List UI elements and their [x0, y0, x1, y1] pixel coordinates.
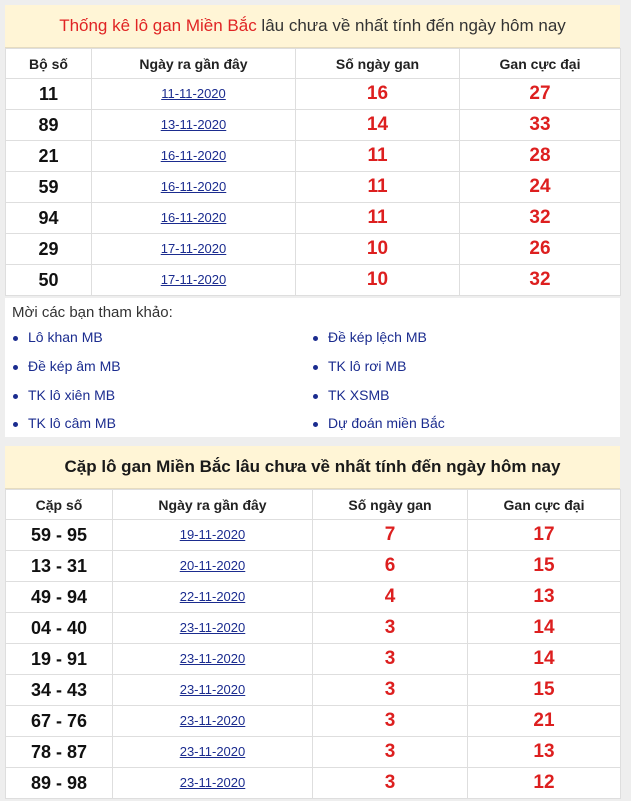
- link-du-doan-mien-bac[interactable]: Dự đoán miền Bắc: [328, 415, 445, 431]
- table-row: [6, 234, 621, 265]
- days-gan-cell: 11: [296, 203, 460, 234]
- table-header-row: [6, 49, 621, 79]
- list-item[interactable]: [13, 329, 103, 345]
- date-cell: [113, 768, 313, 799]
- table-row: [6, 613, 621, 644]
- days-gan-cell: 6: [313, 551, 468, 582]
- lo-gan-table-card: [5, 5, 620, 296]
- table-row: [6, 203, 621, 234]
- header-ngay-ra: Ngày ra gần đây: [113, 490, 313, 520]
- days-gan-cell: 10: [296, 234, 460, 265]
- table-row: [6, 265, 621, 296]
- max-gan-cell: 17: [468, 520, 621, 551]
- number-cell: 89: [6, 110, 92, 141]
- reference-links-panel: [5, 298, 620, 437]
- link-tk-lo-cam-mb[interactable]: TK lô câm MB: [28, 415, 116, 431]
- max-gan-cell: 12: [468, 768, 621, 799]
- number-cell: 34 - 43: [6, 675, 113, 706]
- date-cell: [113, 582, 313, 613]
- title-highlight: Thống kê lô gan Miền Bắc: [59, 16, 257, 35]
- days-gan-cell: 3: [313, 737, 468, 768]
- max-gan-cell: 28: [460, 141, 621, 172]
- max-gan-cell: 27: [460, 79, 621, 110]
- table-row: [6, 79, 621, 110]
- number-cell: 19 - 91: [6, 644, 113, 675]
- number-cell: 29: [6, 234, 92, 265]
- date-link[interactable]: 23-11-2020: [179, 775, 246, 790]
- table-row: [6, 551, 621, 582]
- max-gan-cell: 32: [460, 265, 621, 296]
- number-cell: 67 - 76: [6, 706, 113, 737]
- date-link[interactable]: 11-11-2020: [161, 86, 226, 101]
- list-item[interactable]: [13, 387, 115, 403]
- link-tk-xsmb[interactable]: TK XSMB: [328, 387, 390, 403]
- date-cell: [92, 203, 296, 234]
- header-so-ngay-gan: Số ngày gan: [296, 49, 460, 79]
- date-cell: [113, 675, 313, 706]
- bullet-icon: [13, 365, 18, 370]
- date-link[interactable]: 23-11-2020: [179, 620, 246, 635]
- header-gan-cuc-dai: Gan cực đại: [468, 490, 621, 520]
- date-cell: [92, 172, 296, 203]
- table-row: [6, 520, 621, 551]
- number-cell: 11: [6, 79, 92, 110]
- date-link[interactable]: 23-11-2020: [179, 651, 246, 666]
- lo-gan-table-body: [6, 79, 621, 296]
- link-tk-lo-roi-mb[interactable]: TK lô rơi MB: [328, 358, 407, 374]
- date-cell: [113, 737, 313, 768]
- date-link[interactable]: 17-11-2020: [160, 272, 227, 287]
- header-ngay-ra: Ngày ra gần đây: [92, 49, 296, 79]
- days-gan-cell: 3: [313, 644, 468, 675]
- date-cell: [113, 520, 313, 551]
- date-link[interactable]: 20-11-2020: [179, 558, 246, 573]
- date-cell: [92, 141, 296, 172]
- link-de-kep-am-mb[interactable]: Đề kép âm MB: [28, 358, 121, 374]
- bullet-icon: [313, 394, 318, 399]
- cap-lo-gan-table-card: [5, 446, 620, 799]
- header-gan-cuc-dai: Gan cực đại: [460, 49, 621, 79]
- days-gan-cell: 11: [296, 172, 460, 203]
- days-gan-cell: 7: [313, 520, 468, 551]
- bullet-icon: [13, 394, 18, 399]
- date-link[interactable]: 16-11-2020: [160, 210, 227, 225]
- reference-heading: Mời các bạn tham khảo:: [12, 304, 173, 321]
- date-link[interactable]: 17-11-2020: [160, 241, 227, 256]
- date-link[interactable]: 19-11-2020: [179, 527, 246, 542]
- max-gan-cell: 13: [468, 582, 621, 613]
- date-cell: [113, 644, 313, 675]
- max-gan-cell: 14: [468, 644, 621, 675]
- max-gan-cell: 33: [460, 110, 621, 141]
- date-link[interactable]: 23-11-2020: [179, 713, 246, 728]
- number-cell: 89 - 98: [6, 768, 113, 799]
- link-lo-khan-mb[interactable]: Lô khan MB: [28, 329, 103, 345]
- days-gan-cell: 10: [296, 265, 460, 296]
- number-cell: 50: [6, 265, 92, 296]
- bullet-icon: [13, 336, 18, 341]
- date-cell: [113, 706, 313, 737]
- number-cell: 94: [6, 203, 92, 234]
- days-gan-cell: 11: [296, 141, 460, 172]
- table-row: [6, 675, 621, 706]
- list-item[interactable]: [13, 415, 116, 431]
- date-link[interactable]: 16-11-2020: [160, 179, 227, 194]
- date-link[interactable]: 22-11-2020: [179, 589, 246, 604]
- bullet-icon: [313, 336, 318, 341]
- list-item[interactable]: [313, 358, 406, 374]
- table-row: [6, 644, 621, 675]
- date-cell: [92, 79, 296, 110]
- table-row: [6, 172, 621, 203]
- number-cell: 21: [6, 141, 92, 172]
- date-cell: [92, 110, 296, 141]
- table-row: [6, 768, 621, 799]
- header-cap-so: Cặp số: [6, 490, 113, 520]
- header-so-ngay-gan: Số ngày gan: [313, 490, 468, 520]
- max-gan-cell: 24: [460, 172, 621, 203]
- date-link[interactable]: 23-11-2020: [179, 682, 246, 697]
- table-row: [6, 582, 621, 613]
- max-gan-cell: 13: [468, 737, 621, 768]
- number-cell: 49 - 94: [6, 582, 113, 613]
- date-link[interactable]: 13-11-2020: [160, 117, 227, 132]
- days-gan-cell: 14: [296, 110, 460, 141]
- bullet-icon: [13, 422, 18, 427]
- max-gan-cell: 15: [468, 675, 621, 706]
- number-cell: 13 - 31: [6, 551, 113, 582]
- bullet-icon: [313, 422, 318, 427]
- lo-gan-table-title: [5, 5, 620, 48]
- max-gan-cell: 15: [468, 551, 621, 582]
- days-gan-cell: 4: [313, 582, 468, 613]
- table-header-row: [6, 490, 621, 520]
- number-cell: 78 - 87: [6, 737, 113, 768]
- table-row: [6, 141, 621, 172]
- max-gan-cell: 32: [460, 203, 621, 234]
- table-row: [6, 737, 621, 768]
- days-gan-cell: 3: [313, 613, 468, 644]
- link-de-kep-lech-mb[interactable]: Đề kép lệch MB: [328, 329, 427, 345]
- list-item[interactable]: [313, 329, 427, 345]
- date-cell: [113, 613, 313, 644]
- date-link[interactable]: 23-11-2020: [179, 744, 246, 759]
- table-row: [6, 706, 621, 737]
- number-cell: 59: [6, 172, 92, 203]
- cap-lo-gan-table: [5, 489, 621, 799]
- date-cell: [113, 551, 313, 582]
- days-gan-cell: 3: [313, 768, 468, 799]
- max-gan-cell: 14: [468, 613, 621, 644]
- table-row: [6, 110, 621, 141]
- bullet-icon: [313, 365, 318, 370]
- list-item[interactable]: [13, 358, 121, 374]
- cap-lo-gan-table-body: [6, 520, 621, 799]
- link-tk-lo-xien-mb[interactable]: TK lô xiên MB: [28, 387, 116, 403]
- days-gan-cell: 3: [313, 675, 468, 706]
- days-gan-cell: 16: [296, 79, 460, 110]
- lo-gan-table: [5, 48, 621, 296]
- date-link[interactable]: 16-11-2020: [160, 148, 227, 163]
- max-gan-cell: 21: [468, 706, 621, 737]
- list-item[interactable]: [313, 387, 389, 403]
- title-rest: lâu chưa về nhất tính đến ngày hôm nay: [256, 16, 566, 35]
- list-item[interactable]: [313, 415, 445, 431]
- max-gan-cell: 26: [460, 234, 621, 265]
- header-bo-so: Bộ số: [6, 49, 92, 79]
- date-cell: [92, 234, 296, 265]
- days-gan-cell: 3: [313, 706, 468, 737]
- date-cell: [92, 265, 296, 296]
- cap-lo-gan-table-title: Cặp lô gan Miền Bắc lâu chưa về nhất tính đến ngày hôm nay: [5, 446, 620, 489]
- number-cell: 04 - 40: [6, 613, 113, 644]
- number-cell: 59 - 95: [6, 520, 113, 551]
